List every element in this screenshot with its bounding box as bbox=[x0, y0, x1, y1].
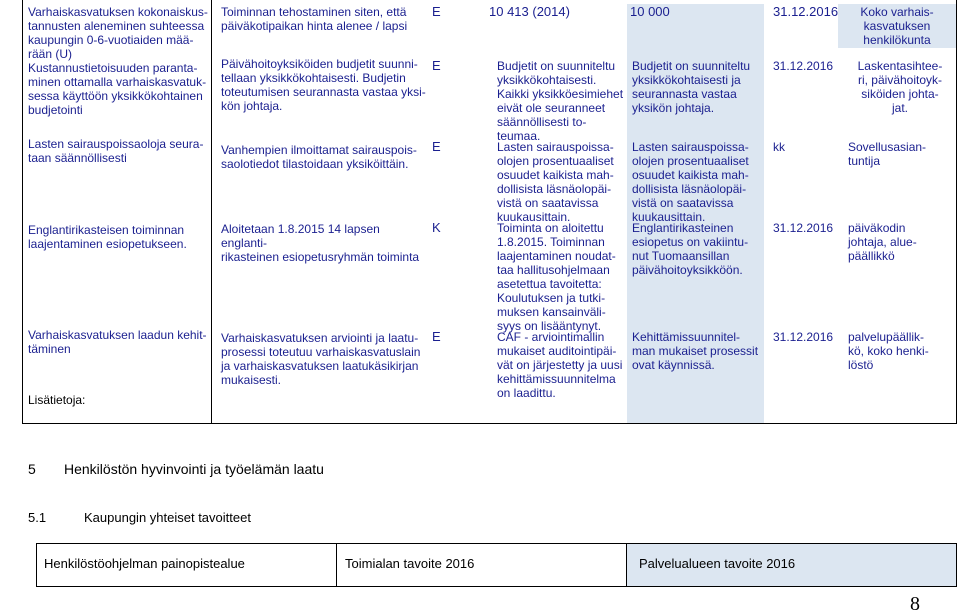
row2-code: E bbox=[432, 58, 441, 73]
row5-date: 31.12.2016 bbox=[773, 330, 834, 344]
table-col-divider bbox=[211, 0, 212, 424]
row2-status: Budjetit on suunniteltu yksikkökohtaisesti. Kaikki yksikköesimiehet eivät ole seuranneet säännöllisesti to- teumaa. bbox=[497, 59, 624, 143]
row5-status: CAF - arviointimallin mukaiset auditointipäi- vät on järjestetty ja uusi kehittämissuunnitelma on laadittu. bbox=[497, 330, 623, 400]
row3-target: Lasten sairauspoissa- olojen prosentuaaliset osuudet kaikista mah- dollisista läsnäolopäi- vistä on saatavissa kuukausittain. bbox=[632, 140, 749, 224]
row2-date: 31.12.2016 bbox=[773, 59, 834, 73]
bottom-table-divider-2 bbox=[626, 543, 627, 587]
bottom-table-top-border bbox=[36, 543, 957, 544]
row4-status: Toiminta on aloitettu 1.8.2015. Toiminnan laajentaminen noudat- taa hallitusohjelmaan asetettua tavoitetta: Koulutuksen ja tutki- muksen kansainväli- syys on lisääntynyt. bbox=[497, 221, 616, 333]
row1-status: 10 413 (2014) bbox=[489, 4, 570, 19]
row4-code: K bbox=[432, 220, 441, 235]
bottom-table-right-border bbox=[956, 543, 957, 587]
row3-status: Lasten sairauspoissa- olojen prosentuaaliset osuudet kaikista mah- dollisista läsnäolopäi- vistä on saatavissa kuukausittain. bbox=[497, 140, 614, 224]
table-bottom-border bbox=[22, 423, 957, 424]
section-number: 5 bbox=[28, 461, 36, 477]
header-service-area-goal: Palvelualueen tavoite 2016 bbox=[639, 556, 796, 571]
goal-cost-reduction: Varhaiskasvatuksen kokonaiskus- tannusten aleneminen suhteessa kaupungin 0-6-vuotiaiden mää- rään (U) Kustannustietoisuuden paranta- minen ottamalla varhaiskasvatuk- sessa käyttöön yksikkökohtainen budjetointi bbox=[28, 5, 208, 117]
additional-info-label: Lisätietoja: bbox=[28, 393, 86, 407]
row1-date: 31.12.2016 bbox=[773, 4, 839, 19]
subsection-number: 5.1 bbox=[28, 510, 47, 525]
row1-target: 10 000 bbox=[630, 4, 670, 19]
row4-target: Englantirikasteinen esiopetus on vakiintu- nut Tuomaansillan päivähoitoyksikköön. bbox=[632, 221, 749, 277]
section-title: Henkilöstön hyvinvointi ja työelämän laatu bbox=[64, 461, 324, 477]
row3-responsible: Sovellusasian- tuntija bbox=[848, 140, 927, 168]
action-sick-statistics: Vanhempien ilmoittamat sairauspois- saolotiedot tilastoidaan yksiköittäin. bbox=[221, 143, 417, 171]
bottom-table-bottom-border bbox=[36, 586, 957, 587]
header-focus-area: Henkilöstöohjelman painopistealue bbox=[44, 556, 245, 571]
row2-responsible: Laskentasihtee- ri, päivähoitoyk- siköiden johta- jat. bbox=[857, 59, 943, 115]
table-right-border bbox=[956, 0, 957, 424]
row5-responsible: palvelupäällik- kö, koko henki- löstö bbox=[848, 330, 929, 372]
row1-responsible: Koko varhais- kasvatuksen henkilökunta bbox=[860, 5, 934, 47]
action-english-group: Aloitetaan 1.8.2015 14 lapsen englanti- rikasteinen esiopetusryhmän toiminta bbox=[221, 222, 420, 264]
row3-date: kk bbox=[773, 140, 785, 154]
table-left-border bbox=[22, 0, 23, 424]
bottom-table-left-border bbox=[36, 543, 37, 587]
action-budgets: Päivähoitoyksiköiden budjetit suunni- tellaan yksikkökohtaisesti. Budjetin toteutumisen seurannasta vastaa yksi- kön johtaja. bbox=[221, 57, 426, 113]
page-number: 8 bbox=[910, 593, 920, 615]
subsection-title: Kaupungin yhteiset tavoitteet bbox=[84, 510, 251, 525]
goal-english-education: Englantirikasteisen toiminnan laajentaminen esiopetukseen. bbox=[28, 223, 187, 251]
row4-responsible: päiväkodin johtaja, alue- päällikkö bbox=[848, 221, 917, 263]
bottom-table-divider-1 bbox=[336, 543, 337, 587]
row5-target: Kehittämissuunnitel- man mukaiset prosessit ovat käynnissä. bbox=[632, 330, 759, 372]
row5-code: E bbox=[432, 329, 441, 344]
row3-code: E bbox=[432, 139, 441, 154]
row1-code: E bbox=[432, 4, 441, 19]
header-sector-goal: Toimialan tavoite 2016 bbox=[345, 556, 475, 571]
row2-target: Budjetit on suunniteltu yksikkökohtaisesti ja seurannasta vastaa yksikön johtaja. bbox=[632, 59, 751, 115]
row4-date: 31.12.2016 bbox=[773, 221, 834, 235]
action-efficiency: Toiminnan tehostaminen siten, että päiväkotipaikan hinta alenee / lapsi bbox=[221, 5, 408, 33]
goal-sick-leave: Lasten sairauspoissaoloja seura- taan säännöllisesti bbox=[28, 137, 204, 165]
goal-quality-development: Varhaiskasvatuksen laadun kehit- täminen bbox=[28, 328, 207, 356]
action-quality-process: Varhaiskasvatuksen arviointi ja laatu- prosessi toteutuu varhaiskasvatuslain ja varhaiskasvatuksen laatukäsikirjan mukaisesti. bbox=[221, 331, 421, 387]
